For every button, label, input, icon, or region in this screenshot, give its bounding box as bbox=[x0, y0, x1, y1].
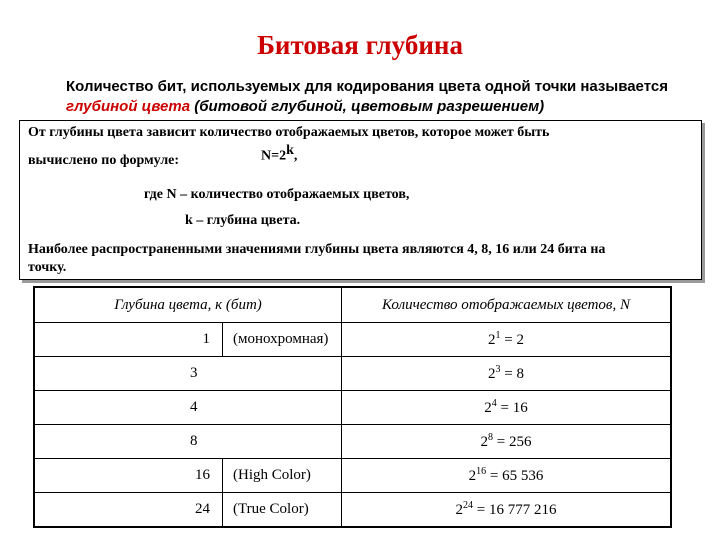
table-row bbox=[34, 391, 671, 425]
count-exponent: 16 bbox=[476, 466, 487, 477]
bits-cell bbox=[34, 357, 342, 391]
count-result: = 8 bbox=[504, 366, 524, 382]
definition-text-start: Количество бит, используемых для кодирования цвета одной точки называется bbox=[66, 78, 668, 95]
count-exponent: 24 bbox=[463, 500, 474, 511]
count-result: = 256 bbox=[496, 434, 532, 450]
count-cell bbox=[342, 493, 672, 528]
bits-value: 4 bbox=[190, 399, 198, 415]
table-row bbox=[34, 493, 671, 528]
common-values-line: Наиболее распространенными значениями глубины цвета являются 4, 8, 16 или 24 бита на bbox=[28, 242, 606, 257]
formula-base: N=2 bbox=[261, 148, 287, 164]
count-base: 2 bbox=[468, 468, 477, 484]
count-base: 2 bbox=[480, 434, 489, 450]
count-cell bbox=[342, 323, 672, 357]
header-bits: Глубина цвета, к (бит) bbox=[34, 287, 342, 323]
bits-value: 8 bbox=[190, 433, 198, 449]
count-result: = 16 777 216 bbox=[476, 502, 557, 518]
bits-cell bbox=[34, 493, 223, 528]
count-exponent: 1 bbox=[495, 330, 501, 341]
formula-intro-line: От глубины цвета зависит количество отображаемых цветов, которое может быть bbox=[28, 125, 550, 140]
definition-text-end: (битовой глубиной, цветовым разрешением) bbox=[190, 98, 545, 115]
bits-desc: (True Color) bbox=[233, 501, 309, 517]
bits-cell bbox=[34, 391, 342, 425]
definition-paragraph bbox=[66, 77, 686, 117]
table-header-row bbox=[34, 287, 671, 323]
bits-value: 16 bbox=[195, 467, 210, 483]
page-title: Битовая глубина bbox=[257, 30, 463, 60]
bits-value: 24 bbox=[195, 501, 210, 517]
count-result: = 16 bbox=[500, 400, 528, 416]
bits-value: 1 bbox=[202, 331, 210, 347]
bits-value: 3 bbox=[190, 365, 198, 381]
bits-cell bbox=[34, 425, 342, 459]
formula-tail: , bbox=[293, 148, 298, 164]
formula bbox=[261, 143, 297, 165]
bits-desc-cell bbox=[223, 323, 342, 357]
bits-cell bbox=[34, 323, 223, 357]
bits-desc: (монохромная) bbox=[233, 331, 329, 347]
bits-cell bbox=[34, 459, 223, 493]
definition-term: глубиной цвета bbox=[66, 98, 191, 115]
table-row bbox=[34, 323, 671, 357]
count-exponent: 3 bbox=[495, 364, 501, 375]
count-result: = 2 bbox=[504, 332, 524, 348]
bits-desc: (High Color) bbox=[233, 467, 311, 483]
count-cell bbox=[342, 459, 672, 493]
common-values-line-2: точку. bbox=[28, 260, 67, 275]
table-row bbox=[34, 357, 671, 391]
formula-box bbox=[19, 120, 702, 280]
table-row bbox=[34, 459, 671, 493]
count-cell bbox=[342, 391, 672, 425]
count-base: 2 bbox=[455, 502, 464, 518]
bits-desc-cell bbox=[223, 493, 342, 528]
bits-desc-cell bbox=[223, 459, 342, 493]
count-cell bbox=[342, 425, 672, 459]
color-depth-table bbox=[33, 286, 672, 528]
table-row bbox=[34, 425, 671, 459]
count-exponent: 8 bbox=[488, 432, 494, 443]
formula-exponent: k bbox=[286, 143, 294, 158]
count-base: 2 bbox=[488, 366, 496, 382]
count-cell bbox=[342, 357, 672, 391]
formula-where-k: k – глубина цвета. bbox=[185, 213, 301, 228]
header-count: Количество отображаемых цветов, N bbox=[342, 287, 672, 323]
count-base: 2 bbox=[484, 400, 492, 416]
formula-intro-line-2: вычислено по формуле: bbox=[28, 153, 180, 168]
formula-where-n: где N – количество отображаемых цветов, bbox=[144, 187, 410, 202]
count-result: = 65 536 bbox=[489, 468, 544, 484]
count-base: 2 bbox=[488, 332, 496, 348]
count-exponent: 4 bbox=[491, 398, 497, 409]
